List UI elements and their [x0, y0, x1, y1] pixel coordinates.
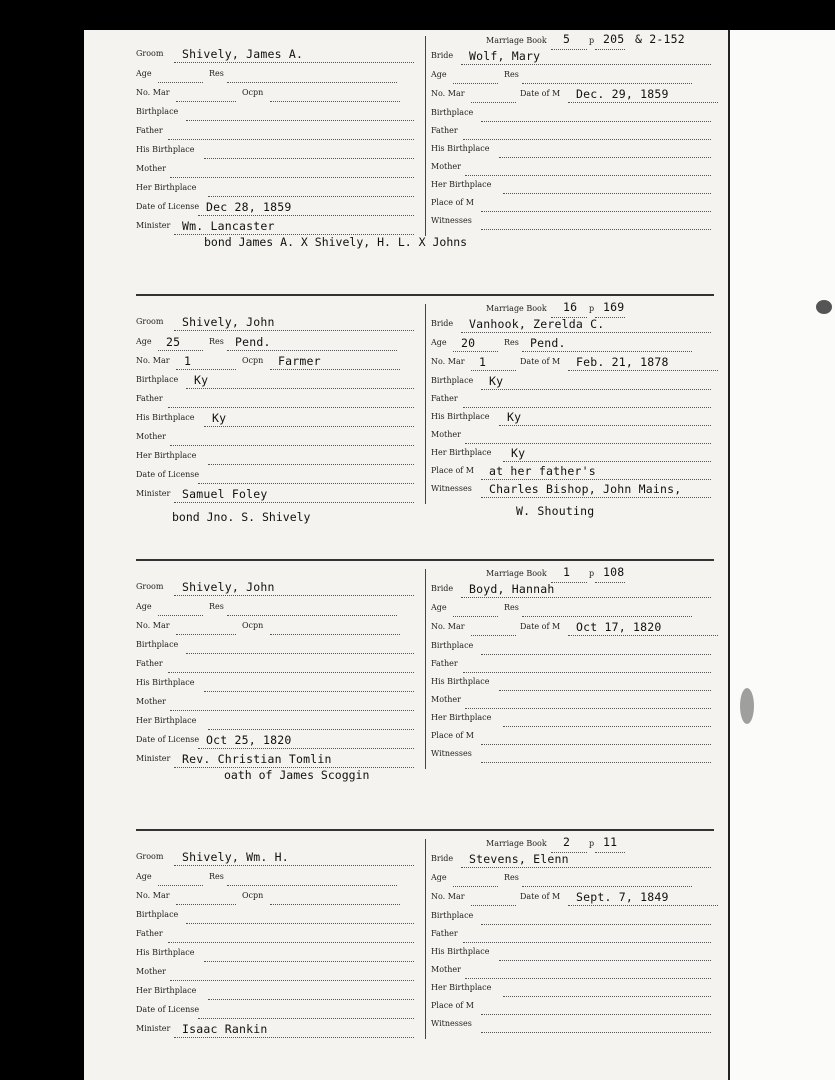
field-value: Shively, Wm. H.: [182, 850, 289, 864]
field-value: Samuel Foley: [182, 487, 268, 501]
field-label: Res: [209, 69, 224, 78]
field-label: Date of License: [136, 202, 200, 211]
field-label: His Birthplace: [136, 678, 195, 687]
field-label: Date of M: [520, 357, 561, 366]
field-label: Birthplace: [136, 910, 179, 919]
field-label: Date of License: [136, 1005, 200, 1014]
field-label: Minister: [136, 489, 171, 498]
marriage-book-label: Marriage Book: [486, 36, 547, 45]
bond-note: bond Jno. S. Shively: [172, 510, 311, 524]
field-rule: [503, 193, 711, 194]
field-rule: [463, 139, 711, 140]
field-rule: [176, 904, 236, 905]
field-label: Res: [504, 603, 519, 612]
field-rule: [481, 121, 711, 122]
field-value: Ky: [507, 410, 522, 424]
field-label: Date of M: [520, 89, 561, 98]
field-rule: [204, 961, 414, 962]
field-label: Ocpn: [242, 891, 264, 900]
field-label: Minister: [136, 1024, 171, 1033]
field-rule: [471, 102, 516, 103]
field-label: Her Birthplace: [431, 983, 492, 992]
field-value: Ky: [194, 373, 209, 387]
marriage-book-number: 16: [563, 300, 578, 314]
marriage-record-card: [84, 563, 728, 788]
field-value: 20: [461, 336, 476, 350]
marriage-book-label: Marriage Book: [486, 839, 547, 848]
field-label: Her Birthplace: [136, 183, 197, 192]
column-divider: [425, 569, 426, 769]
column-divider: [425, 304, 426, 504]
field-rule: [270, 904, 400, 905]
field-label: No. Mar: [431, 892, 465, 901]
field-label: No. Mar: [136, 891, 170, 900]
field-rule: [471, 905, 516, 906]
field-label: Birthplace: [431, 376, 474, 385]
field-label: Mother: [136, 967, 166, 976]
field-rule: [186, 120, 414, 121]
scan-edge: [728, 30, 730, 1080]
field-value: Shively, James A.: [182, 47, 304, 61]
field-label: Birthplace: [136, 375, 179, 384]
card-divider: [136, 294, 714, 296]
field-label: Father: [136, 126, 163, 135]
field-label: Place of M: [431, 198, 474, 207]
scan-margin: [728, 30, 835, 1080]
marriage-record-card: [84, 298, 728, 523]
field-label: Bride: [431, 51, 454, 60]
field-rule: [465, 978, 711, 979]
field-rule: [204, 158, 414, 159]
field-rule: [481, 744, 711, 745]
field-label: Age: [136, 69, 152, 78]
field-rule: [465, 175, 711, 176]
scan-smudge: [740, 688, 754, 724]
field-value: Ky: [212, 411, 227, 425]
field-label: Res: [504, 873, 519, 882]
field-rule: [168, 672, 414, 673]
field-rule: [176, 634, 236, 635]
field-rule: [198, 1018, 414, 1019]
field-rule: [463, 672, 711, 673]
field-label: Res: [504, 338, 519, 347]
field-rule: [471, 370, 516, 371]
field-value: 1: [184, 354, 192, 368]
field-rule: [158, 615, 203, 616]
field-rule: [168, 139, 414, 140]
field-rule: [481, 1032, 711, 1033]
field-rule: [465, 443, 711, 444]
field-label: Date of M: [520, 892, 561, 901]
field-label: Age: [136, 602, 152, 611]
field-label: His Birthplace: [431, 144, 490, 153]
marriage-book-number: 5: [563, 32, 571, 46]
field-rule: [158, 82, 203, 83]
field-label: Groom: [136, 582, 164, 591]
field-label: Birthplace: [431, 911, 474, 920]
field-label: Father: [136, 394, 163, 403]
field-value: Feb. 21, 1878: [576, 355, 669, 369]
field-value: Oct 25, 1820: [206, 733, 292, 747]
field-label: Mother: [431, 430, 461, 439]
field-rule: [204, 691, 414, 692]
page-number: 11: [603, 835, 618, 849]
field-rule: [176, 101, 236, 102]
field-value: Ky: [489, 374, 504, 388]
marriage-record-card: [84, 30, 728, 255]
field-label: Groom: [136, 49, 164, 58]
field-rule: [158, 885, 203, 886]
field-label: Mother: [431, 695, 461, 704]
field-rule: [453, 351, 498, 352]
marriage-book-number: 1: [563, 565, 571, 579]
field-rule: [463, 942, 711, 943]
field-value: Stevens, Elenn: [469, 852, 569, 866]
field-label: No. Mar: [431, 622, 465, 631]
field-rule: [227, 82, 397, 83]
card-divider: [136, 559, 714, 561]
field-label: Minister: [136, 221, 171, 230]
field-value: Wolf, Mary: [469, 49, 541, 63]
field-label: Age: [431, 338, 447, 347]
field-rule: [499, 425, 711, 426]
field-value: at her father's: [489, 464, 596, 478]
extra-reference: & 2-152: [635, 32, 685, 46]
scan-speck: [816, 300, 832, 314]
field-label: Her Birthplace: [431, 180, 492, 189]
field-rule: [481, 1014, 711, 1015]
field-label: Father: [136, 929, 163, 938]
field-value: Sept. 7, 1849: [576, 890, 669, 904]
marriage-book-label: Marriage Book: [486, 304, 547, 313]
field-label: Witnesses: [431, 1019, 472, 1028]
field-label: Father: [431, 394, 458, 403]
field-label: Birthplace: [136, 640, 179, 649]
column-divider: [425, 36, 426, 236]
field-value: Shively, John: [182, 580, 275, 594]
field-value: Ky: [511, 446, 526, 460]
field-label: Place of M: [431, 466, 474, 475]
field-value: Pend.: [530, 336, 566, 350]
field-label: Res: [209, 337, 224, 346]
field-rule: [471, 635, 516, 636]
field-rule: [168, 407, 414, 408]
field-label: Her Birthplace: [431, 713, 492, 722]
field-label: Bride: [431, 854, 454, 863]
field-rule: [158, 350, 203, 351]
field-rule: [465, 708, 711, 709]
field-rule: [186, 923, 414, 924]
field-label: No. Mar: [136, 88, 170, 97]
field-label: Her Birthplace: [136, 986, 197, 995]
field-label: Her Birthplace: [431, 448, 492, 457]
field-label: Place of M: [431, 1001, 474, 1010]
field-rule: [208, 464, 414, 465]
field-label: Mother: [136, 697, 166, 706]
bond-note: oath of James Scoggin: [224, 768, 370, 782]
field-value: Wm. Lancaster: [182, 219, 275, 233]
field-label: Father: [431, 929, 458, 938]
field-label: Witnesses: [431, 216, 472, 225]
field-label: His Birthplace: [136, 145, 195, 154]
field-rule: [499, 690, 711, 691]
field-value: Farmer: [278, 354, 321, 368]
field-rule: [499, 960, 711, 961]
field-label: Birthplace: [431, 108, 474, 117]
field-rule: [522, 83, 692, 84]
field-value: Charles Bishop, John Mains,: [489, 482, 682, 496]
field-rule: [481, 211, 711, 212]
field-rule: [270, 101, 400, 102]
field-value: Shively, John: [182, 315, 275, 329]
field-label: Res: [209, 602, 224, 611]
field-label: Res: [209, 872, 224, 881]
field-label: Date of M: [520, 622, 561, 631]
field-label: Ocpn: [242, 356, 264, 365]
page-number: 169: [603, 300, 625, 314]
field-rule: [170, 445, 414, 446]
field-rule: [227, 615, 397, 616]
field-label: Witnesses: [431, 749, 472, 758]
field-label: Mother: [136, 164, 166, 173]
field-rule: [208, 196, 414, 197]
field-rule: [208, 729, 414, 730]
field-label: Age: [136, 337, 152, 346]
marriage-book-label: Marriage Book: [486, 569, 547, 578]
field-value: Vanhook, Zerelda C.: [469, 317, 605, 331]
field-rule: [503, 461, 711, 462]
field-rule: [522, 886, 692, 887]
field-rule: [170, 980, 414, 981]
page-label: p: [589, 304, 595, 313]
field-label: Age: [431, 70, 447, 79]
page-label: p: [589, 569, 595, 578]
field-label: Mother: [431, 965, 461, 974]
marriage-record-card: [84, 833, 728, 1058]
field-rule: [453, 83, 498, 84]
field-rule: [453, 886, 498, 887]
field-rule: [481, 654, 711, 655]
field-value: Dec 28, 1859: [206, 200, 292, 214]
field-label: Age: [431, 603, 447, 612]
field-label: Mother: [136, 432, 166, 441]
field-label: No. Mar: [136, 356, 170, 365]
field-label: His Birthplace: [431, 947, 490, 956]
field-rule: [170, 710, 414, 711]
field-label: Place of M: [431, 731, 474, 740]
field-label: His Birthplace: [136, 413, 195, 422]
field-label: Date of License: [136, 735, 200, 744]
field-rule: [270, 634, 400, 635]
field-label: Father: [136, 659, 163, 668]
field-label: Bride: [431, 584, 454, 593]
field-rule: [499, 157, 711, 158]
field-label: Mother: [431, 162, 461, 171]
field-label: Groom: [136, 317, 164, 326]
field-label: Res: [504, 70, 519, 79]
field-rule: [481, 762, 711, 763]
card-divider: [136, 829, 714, 831]
field-rule: [481, 389, 711, 390]
marriage-book-number: 2: [563, 835, 571, 849]
field-label: Father: [431, 659, 458, 668]
field-rule: [198, 483, 414, 484]
field-label: No. Mar: [431, 357, 465, 366]
field-label: His Birthplace: [431, 677, 490, 686]
field-label: Ocpn: [242, 621, 264, 630]
field-label: Date of License: [136, 470, 200, 479]
field-label: Ocpn: [242, 88, 264, 97]
field-rule: [208, 999, 414, 1000]
field-rule: [186, 388, 414, 389]
field-value: Rev. Christian Tomlin: [182, 752, 332, 766]
field-rule: [453, 616, 498, 617]
page-number: 108: [603, 565, 625, 579]
field-label: No. Mar: [431, 89, 465, 98]
field-label: Witnesses: [431, 484, 472, 493]
field-rule: [481, 229, 711, 230]
field-label: Birthplace: [136, 107, 179, 116]
field-label: Groom: [136, 852, 164, 861]
field-rule: [227, 885, 397, 886]
field-rule: [522, 616, 692, 617]
field-rule: [186, 653, 414, 654]
field-rule: [170, 177, 414, 178]
field-value: Oct 17, 1820: [576, 620, 662, 634]
page-number: 205: [603, 32, 625, 46]
field-rule: [503, 726, 711, 727]
field-value: 1: [479, 355, 487, 369]
field-value: Isaac Rankin: [182, 1022, 268, 1036]
field-value: Dec. 29, 1859: [576, 87, 669, 101]
field-label: Age: [136, 872, 152, 881]
field-label: Bride: [431, 319, 454, 328]
field-value: 25: [166, 335, 181, 349]
field-rule: [168, 942, 414, 943]
field-label: His Birthplace: [136, 948, 195, 957]
field-label: Father: [431, 126, 458, 135]
field-label: Age: [431, 873, 447, 882]
field-rule: [463, 407, 711, 408]
witnesses-continued: W. Shouting: [516, 504, 595, 518]
bond-note: bond James A. X Shively, H. L. X Johns: [204, 235, 468, 249]
field-label: No. Mar: [136, 621, 170, 630]
field-label: His Birthplace: [431, 412, 490, 421]
column-divider: [425, 839, 426, 1039]
field-label: Minister: [136, 754, 171, 763]
field-label: Her Birthplace: [136, 716, 197, 725]
field-value: Boyd, Hannah: [469, 582, 555, 596]
field-label: Her Birthplace: [136, 451, 197, 460]
page-label: p: [589, 36, 595, 45]
page-label: p: [589, 839, 595, 848]
field-value: Pend.: [235, 335, 271, 349]
field-rule: [503, 996, 711, 997]
field-label: Birthplace: [431, 641, 474, 650]
field-rule: [481, 924, 711, 925]
field-rule: [204, 426, 414, 427]
